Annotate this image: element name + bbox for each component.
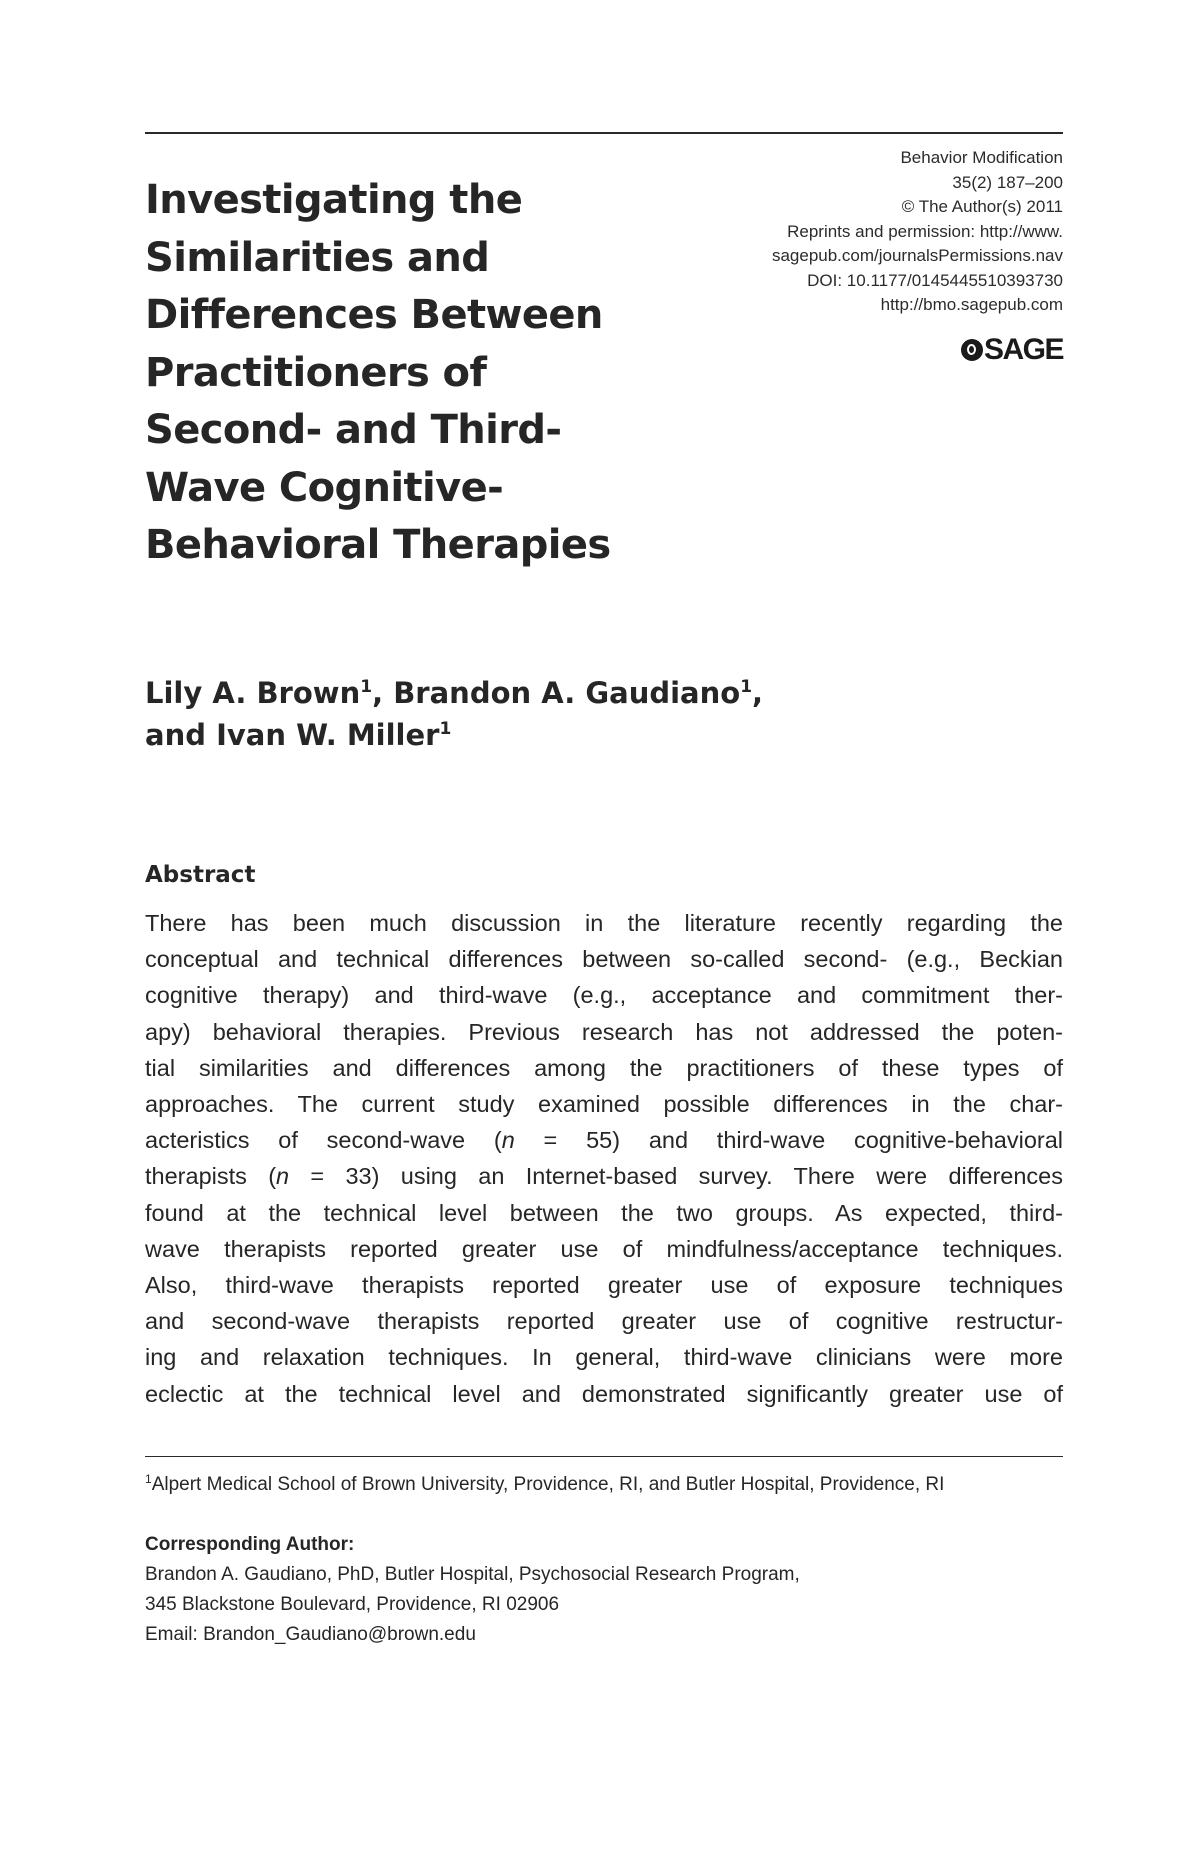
abstract-line: conceptual and technical differences between so-called second- (e.g., Beckian [145, 946, 1063, 973]
title-line: Differences Between [145, 292, 603, 338]
affiliation-text: Alpert Medical School of Brown University, Providence, RI, and Butler Hospital, Providence, RI [151, 1474, 945, 1495]
author-conjunction: and [145, 718, 217, 752]
doi: DOI: 10.1177/0145445510393730 [807, 270, 1063, 290]
author-name: Ivan W. Miller [216, 718, 440, 752]
affiliation-footnote [145, 1474, 944, 1496]
title-line: Similarities and [145, 234, 490, 281]
sage-logo-text: SAGE [983, 333, 1063, 366]
title-line: Wave Cognitive- [145, 464, 504, 511]
header-rule [145, 132, 1063, 134]
author-list [145, 672, 763, 756]
affiliation-marker: 1 [740, 677, 753, 697]
journal-name: Behavior Modification [900, 148, 1063, 167]
abstract-line: found at the technical level between the two groups. As expected, third- [145, 1199, 1063, 1226]
abstract-line: tial similarities and differences among the practitioners of these types of [145, 1054, 1063, 1081]
abstract-line: There has been much discussion in the literature recently regarding the [145, 910, 1063, 936]
author-line [145, 714, 763, 756]
abstract-line: and second-wave therapists reported greater use of cognitive restructur- [145, 1308, 1063, 1335]
reprints-line: Reprints and permission: http://www. [787, 221, 1063, 241]
footnote-marker: 1 [145, 1472, 152, 1486]
journal-issue: 35(2) 187–200 [952, 172, 1063, 192]
corresponding-heading: Corresponding Author: [145, 1534, 355, 1555]
copyright: © The Author(s) 2011 [901, 197, 1063, 216]
abstract-line: eclectic at the technical level and demonstrated significantly greater use of [145, 1380, 1063, 1407]
abstract-line: approaches. The current study examined possible differences in the char- [145, 1091, 1063, 1118]
corresponding-author [145, 1530, 800, 1650]
abstract-line: acteristics of second-wave (n = 55) and third-wave cognitive-behavioral [145, 1127, 1063, 1154]
journal-info [772, 146, 1063, 318]
title-line: Practitioners of [145, 349, 487, 396]
title-line: Investigating the [145, 177, 523, 223]
abstract-line: wave therapists reported greater use of mindfulness/acceptance techniques. [145, 1235, 1063, 1262]
affiliation-marker: 1 [360, 677, 373, 697]
title-line: Behavioral Therapies [145, 522, 611, 568]
abstract-line: apy) behavioral therapies. Previous research has not addressed the poten- [145, 1018, 1063, 1045]
journal-url: http://bmo.sagepub.com [880, 295, 1063, 314]
reprints-line: sagepub.com/journalsPermissions.nav [771, 246, 1063, 265]
abstract-body [145, 905, 1063, 1412]
abstract-line: Also, third-wave therapists reported greater use of exposure techniques [145, 1272, 1063, 1299]
sage-mark-icon [961, 339, 983, 361]
corresponding-email: Email: Brandon_Gaudiano@brown.edu [145, 1624, 476, 1645]
author-separator: , [372, 676, 394, 710]
footnote-rule [145, 1456, 1063, 1457]
author-name: Brandon A. Gaudiano [393, 676, 741, 710]
author-separator: , [752, 676, 764, 710]
corresponding-line: Brandon A. Gaudiano, PhD, Butler Hospital, Psychosocial Research Program, [145, 1564, 800, 1585]
corresponding-line: 345 Blackstone Boulevard, Providence, RI 02906 [145, 1594, 560, 1615]
abstract-line: therapists (n = 33) using an Internet-based survey. There were differences [145, 1163, 1063, 1190]
abstract-line: ing and relaxation techniques. In general, third-wave clinicians were more [145, 1344, 1063, 1371]
author-line [145, 672, 763, 714]
sage-logo [961, 333, 1063, 367]
abstract-heading: Abstract [145, 862, 256, 888]
affiliation-marker: 1 [439, 719, 452, 739]
article-title [145, 172, 665, 575]
abstract-line: cognitive therapy) and third-wave (e.g., acceptance and commitment ther- [145, 982, 1063, 1009]
author-name: Lily A. Brown [145, 676, 361, 710]
title-line: Second- and Third- [145, 407, 562, 453]
